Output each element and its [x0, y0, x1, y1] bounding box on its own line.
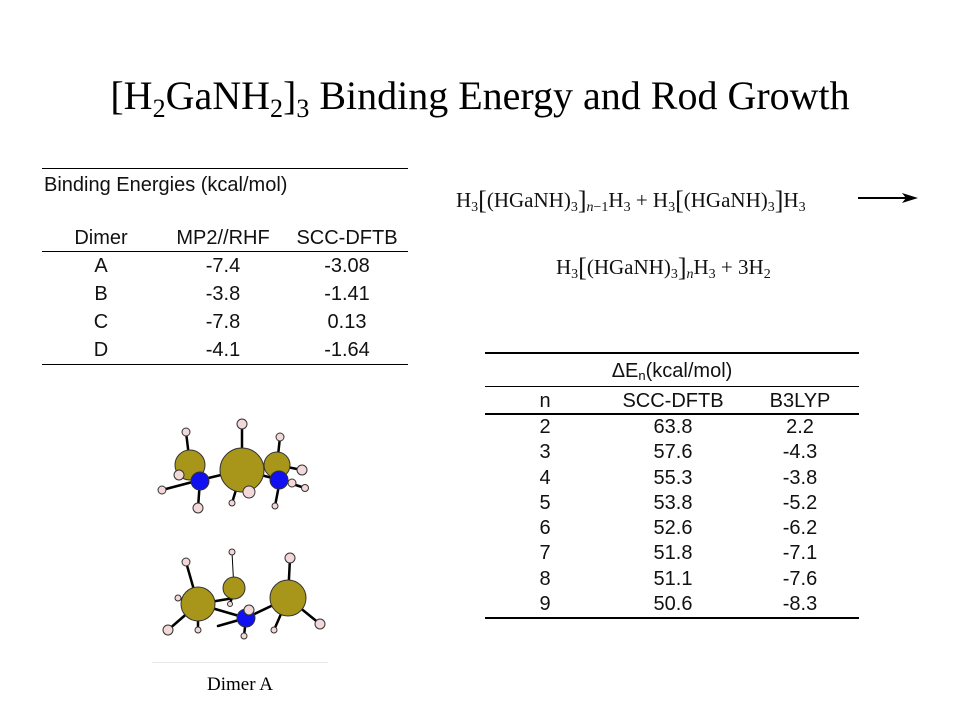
hydrogen-atom: [195, 627, 201, 633]
table-cell: -7.1: [782, 542, 818, 565]
table-cell: 8: [539, 567, 551, 590]
hydrogen-atom: [163, 625, 173, 635]
column-header: Dimer: [74, 227, 128, 249]
dimer-a-top-view-figure: [150, 410, 330, 520]
gallium-atom: [220, 448, 264, 492]
column-header: MP2//RHF: [176, 227, 270, 249]
table-cell: 50.6: [653, 593, 693, 616]
table-cell: 55.3: [653, 466, 693, 489]
column-header: n: [539, 390, 551, 412]
reaction-equation-line2: $H_3[(HGaNH)_3]_nH_3 + 3H_2$: [556, 253, 771, 282]
title-part: Binding Energy and Rod Growth: [309, 73, 850, 118]
table-cell: 7: [539, 542, 551, 565]
table-row: [42, 280, 408, 308]
table-row: [485, 541, 859, 566]
hydrogen-atom: [244, 605, 254, 615]
table-cell: 0.13: [327, 311, 367, 333]
delta-energy-table: [485, 352, 859, 619]
hydrogen-atom: [182, 428, 190, 436]
title-subscript: 2: [152, 94, 166, 123]
title-part: GaNH: [165, 73, 270, 118]
table-cell: 63.8: [653, 416, 693, 438]
hydrogen-atom: [288, 479, 296, 487]
table-row: [42, 308, 408, 336]
gallium-atom: [270, 580, 306, 616]
title-part: [H: [110, 73, 153, 118]
binding-energies-table: [42, 168, 408, 365]
slide-title: [0, 70, 960, 122]
hydrogen-atom: [243, 486, 255, 498]
table-row: [42, 252, 408, 280]
table-cell: -4.3: [782, 441, 818, 464]
table-cell: 2.2: [786, 416, 814, 438]
atom-spheres: [163, 549, 325, 639]
column-header: SCC-DFTB: [296, 227, 398, 249]
table-cell: -4.1: [205, 339, 241, 361]
title-subscript: 2: [269, 94, 283, 123]
table-row: [485, 440, 859, 465]
table-cell: C: [93, 311, 109, 333]
title-part: ]: [282, 73, 297, 118]
table-cell: -7.4: [205, 255, 241, 277]
gallium-atom: [223, 577, 245, 599]
table-row: [42, 336, 408, 364]
table-cell: 52.6: [653, 517, 693, 540]
table-cell: -8.3: [782, 593, 818, 616]
hydrogen-atom: [272, 503, 278, 509]
hydrogen-atom: [315, 619, 325, 629]
table-cell: -5.2: [782, 491, 818, 514]
hydrogen-atom: [271, 627, 277, 633]
table-cell: 57.6: [653, 441, 693, 464]
table-cell: 6: [539, 517, 551, 540]
gallium-atom: [181, 587, 215, 621]
table-bottom-rule: [485, 617, 859, 619]
hydrogen-atom: [175, 595, 181, 601]
hydrogen-atom: [174, 470, 184, 480]
table-cell: -7.8: [205, 311, 241, 333]
table-cell: 51.1: [653, 567, 693, 590]
hydrogen-atom: [241, 633, 247, 639]
hydrogen-atom: [229, 549, 235, 555]
table-header-row: [42, 223, 408, 252]
table-cell: -1.41: [324, 283, 370, 305]
hydrogen-atom: [182, 558, 190, 566]
nitrogen-atom: [270, 471, 288, 489]
column-header: B3LYP: [769, 390, 831, 412]
table-cell: A: [94, 255, 108, 277]
table-bottom-rule: [42, 364, 408, 365]
table-caption: Binding Energies (kcal/mol): [44, 174, 288, 196]
table-row: [485, 516, 859, 541]
table-header-row: [485, 386, 859, 415]
table-row: [485, 567, 859, 592]
nitrogen-atom: [191, 472, 209, 490]
table-cell: 3: [539, 441, 551, 464]
table-cell: 9: [539, 593, 551, 616]
table-caption: $\Delta E_n(kcal/mol)$: [611, 360, 733, 383]
table-cell: 2: [539, 416, 551, 438]
title-subscript: 3: [296, 94, 310, 123]
table-cell: 5: [539, 491, 551, 514]
hydrogen-atom: [229, 500, 235, 506]
dimer-a-side-view-figure: [150, 540, 330, 650]
reaction-arrow: [856, 190, 920, 210]
table-cell: -3.08: [324, 255, 370, 277]
table-cell: -1.64: [324, 339, 370, 361]
table-row: [485, 415, 859, 440]
table-cell: 53.8: [653, 491, 693, 514]
table-cell: -3.8: [782, 466, 818, 489]
hydrogen-atom: [285, 553, 295, 563]
figure-caption: Dimer A: [207, 674, 273, 695]
table-cell: -3.8: [205, 283, 241, 305]
table-cell: D: [93, 339, 109, 361]
column-header: SCC-DFTB: [622, 390, 724, 412]
hydrogen-atom: [297, 465, 307, 475]
figure-divider: [152, 662, 328, 663]
table-cell: B: [94, 283, 108, 305]
hydrogen-atom: [237, 419, 247, 429]
reaction-equation-line1: $H_3[(HGaNH)_3]_{n-1}H_3$ + $H_3[(HGaNH)_3]H_3$: [456, 186, 806, 215]
hydrogen-atom: [193, 503, 203, 513]
table-cell: -7.6: [782, 567, 818, 590]
table-row: [485, 592, 859, 617]
table-cell: 51.8: [653, 542, 693, 565]
table-cell: -6.2: [782, 517, 818, 540]
hydrogen-atom: [302, 485, 309, 492]
hydrogen-atom: [158, 486, 166, 494]
table-row: [485, 491, 859, 516]
hydrogen-atom: [276, 433, 284, 441]
table-row: [485, 466, 859, 491]
table-cell: 4: [539, 466, 551, 489]
hydrogen-atom: [228, 602, 233, 607]
